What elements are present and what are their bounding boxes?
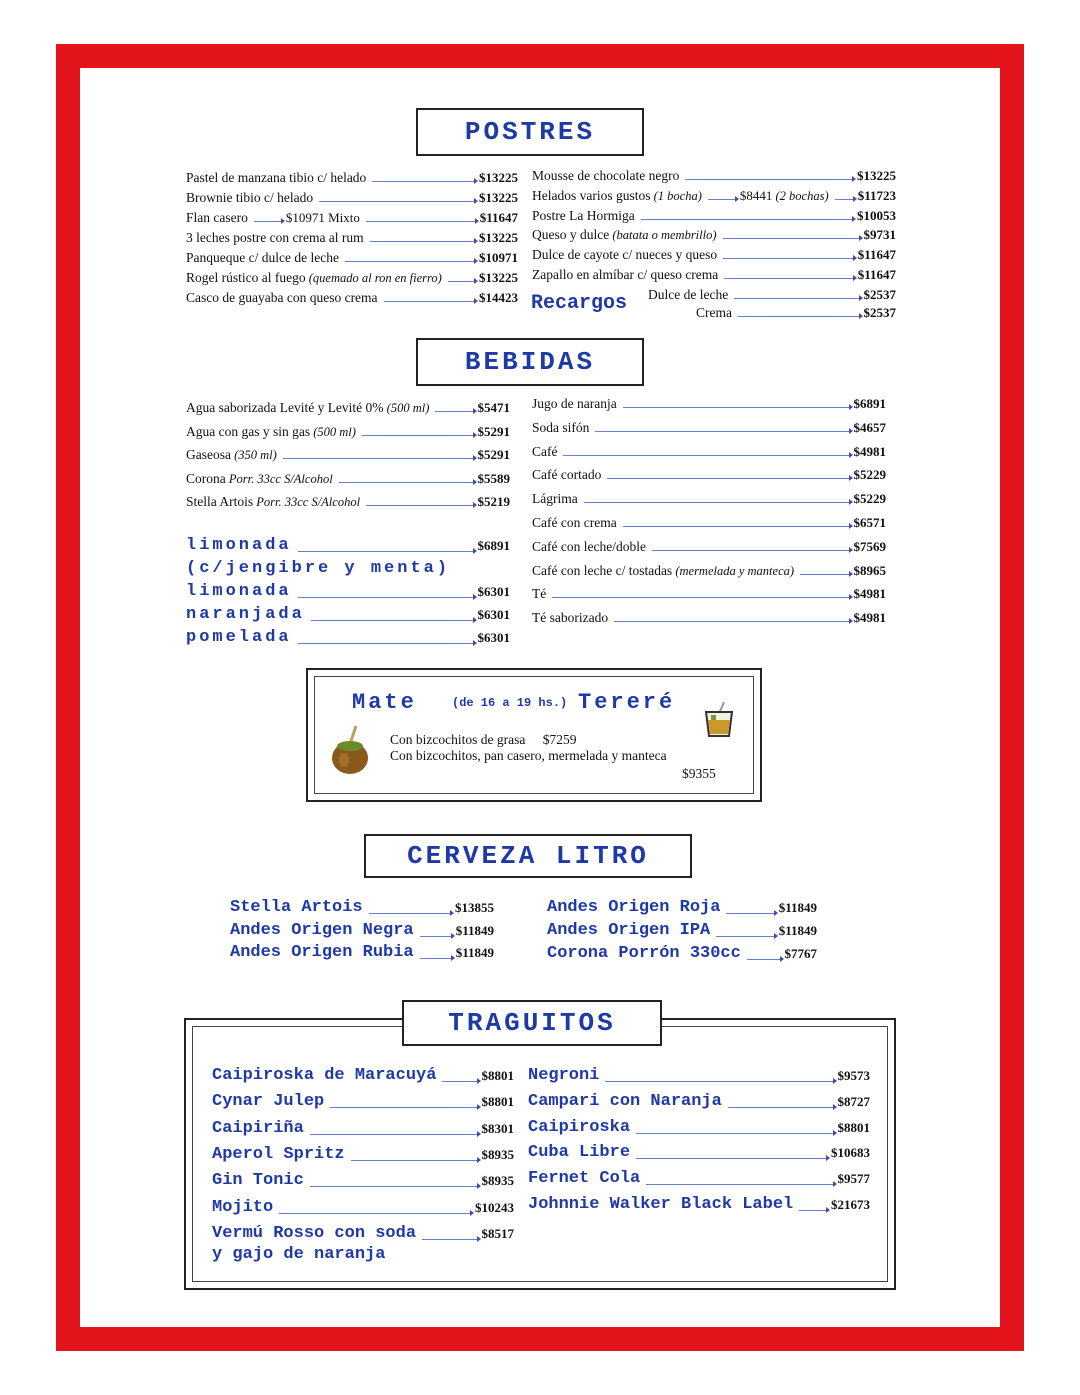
item-name: Corona Porr. 33cc S/Alcohol [186,470,333,486]
item-name: Dulce de cayote c/ nueces y queso [532,247,718,263]
limonada-item [186,559,510,579]
item-price: $8801 [481,1068,514,1083]
leader-line [372,181,475,182]
leader-line [623,526,850,527]
item-name: Fernet Cola [528,1169,641,1189]
item-name: Andes Origen Negra [230,920,414,940]
item-name: Aperol Spritz [212,1144,345,1164]
postres-item [186,190,518,206]
leader-line [726,913,774,914]
item-price: $6301 [477,630,510,645]
item-name: Cynar Julep [212,1092,325,1112]
item-name: Soda sifón [532,419,590,435]
item-price: $10243 [475,1199,514,1215]
item-price: $11849 [455,945,494,960]
leader-line [835,199,854,200]
leader-line [734,298,859,299]
item-price: $10683 [831,1145,870,1161]
item-name: Andes Origen Roja [547,898,721,917]
cerveza-item [230,943,494,963]
leader-line [723,238,860,239]
bebida-item [186,400,510,416]
item-price: $8727 [837,1093,870,1109]
recargos-label: Recargos [531,292,628,315]
leader-line [345,261,475,262]
item-price: $13225 [479,190,518,205]
cerveza-item [547,944,817,964]
cerveza-item [547,921,817,941]
bebidas-title-text: BEBIDAS [464,347,596,377]
leader-line [584,502,850,503]
leader-line [607,478,849,479]
item-name: 3 leches postre con crema al rum [186,230,364,245]
item-price: $8935 [481,1146,514,1162]
traguitos-title-text: TRAGUITOS [448,1008,616,1038]
item-name: Pastel de manzana tibio c/ helado [186,170,367,185]
item-name: Café con leche/doble [532,538,646,554]
item-name: Campari con Naranja [528,1091,722,1111]
limonada-item [186,536,510,556]
item-price: $11647 [857,267,896,282]
mate-gourd-icon [328,724,372,776]
item-price: $4657 [853,419,886,435]
postres-item [532,267,896,283]
bebida-item [532,396,886,412]
item-name: Queso y dulce (batata o membrillo) [532,227,717,243]
leader-line [723,258,854,259]
item-note: (2 bochas) [772,188,829,203]
terere-title: Tereré [578,690,676,715]
item-name: Agua con gas y sin gas (500 ml) [186,423,356,439]
leader-line [420,958,452,959]
leader-line [254,221,282,222]
item-name: Crema [696,305,732,320]
item-price: $4981 [853,443,886,459]
leader-line [800,574,849,575]
item-price: $13225 [479,270,518,285]
bebida-item [186,494,510,510]
item-price: $5291 [477,447,510,462]
leader-line [738,316,860,317]
leader-line [298,597,474,598]
bebida-item [532,491,886,507]
item-price: $7569 [853,538,886,554]
postres-title [416,108,644,156]
trago-item [528,1118,870,1138]
item-price: $11849 [455,922,494,938]
bebida-item [186,447,510,463]
trago-item [212,1198,514,1218]
item-name: Jugo de naranja [532,396,617,411]
leader-line [384,301,475,302]
item-price: $5219 [477,494,510,509]
item-price: $5291 [477,423,510,439]
item-price: $5229 [853,491,886,507]
mate-line1-price: $7259 [542,732,577,747]
item-name: limonada [186,582,292,601]
leader-line [563,455,849,456]
cerveza-item [547,898,817,918]
item-price: $6301 [477,607,510,622]
mate-line1 [390,732,576,748]
leader-line [595,431,849,432]
postres-item [532,247,896,263]
item-name: naranjada [186,605,305,624]
item-price: $4981 [853,586,886,602]
item-name: Panqueque c/ dulce de leche [186,250,339,265]
bebida-item [532,444,886,460]
trago-item [212,1092,514,1112]
terere-glass-icon [702,700,736,740]
postres-item [532,188,896,204]
leader-line [435,411,473,412]
leader-line [310,1134,478,1135]
postres-item [186,210,518,226]
postres-item [532,168,896,184]
item-note: (500 ml) [310,424,356,439]
bebida-item [532,563,886,579]
item-name: Zapallo en almíbar c/ queso crema [532,267,719,282]
item-name: Rogel rústico al fuego (quemado al ron en fierro) [186,270,442,285]
item-price: $8801 [481,1094,514,1110]
leader-line [646,1184,833,1185]
item-name: Negroni [528,1066,600,1085]
leader-line [422,1239,477,1240]
item-note: Porr. 33cc S/Alcohol [225,471,333,486]
item-name: Mousse de chocolate negro [532,168,680,183]
leader-line [311,620,474,621]
trago-item [528,1066,870,1086]
cerveza-title [364,834,692,878]
recargo-item [648,305,896,321]
recargo-item [648,287,896,303]
postres-title-text: POSTRES [464,117,596,147]
item-note: (mermelada y manteca) [672,563,795,578]
item-price: $5229 [853,467,886,483]
postres-item [186,270,518,286]
item-name: Stella Artois [230,898,363,917]
leader-line [369,913,451,914]
bebida-item [532,539,886,555]
trago-item [212,1066,514,1086]
item-name: Café con leche c/ tostadas (mermelada y manteca) [532,562,795,578]
leader-line [605,1081,833,1082]
item-name: Mojito [212,1197,274,1217]
item-name: Postre La Hormiga [532,207,635,223]
trago-item [528,1195,870,1215]
postres-item [532,227,896,243]
item-price: $8301 [481,1120,514,1136]
bebida-item [532,420,886,436]
leader-line [552,597,849,598]
item-price: $11647 [479,210,518,225]
bebida-item [186,471,510,487]
leader-line [614,621,849,622]
item-price: $9731 [863,227,896,243]
item-name: Vermú Rosso con soda [212,1223,417,1243]
item-price: $11849 [778,900,817,915]
item-name: Brownie tibio c/ helado [186,190,314,205]
item-note: Porr. 33cc S/Alcohol [253,495,361,509]
item-note: (350 ml) [230,448,277,462]
leader-line [298,643,474,644]
item-price: $9573 [837,1068,870,1083]
leader-line [298,551,474,552]
trago-item [212,1224,514,1244]
limonada-item [186,582,510,602]
item-name: Andes Origen IPA [547,921,711,940]
postres-item [186,290,518,306]
item-price: $5471 [477,400,510,415]
item-price: $14423 [479,290,518,305]
item-price: $4981 [853,610,886,626]
item-price: $6571 [853,515,886,530]
item-price: $8965 [853,562,886,578]
mate-line2-price: $9355 [682,766,716,781]
item-note: (quemado al ron en fierro) [305,271,442,285]
leader-line [716,936,774,937]
bebidas-title [416,338,644,386]
leader-line [442,1081,477,1082]
leader-line [283,458,474,459]
mate-title: Mate [352,690,417,715]
leader-line [747,959,781,960]
leader-line [279,1213,471,1214]
leader-line [370,241,475,242]
leader-line [799,1210,827,1211]
item-name: Gaseosa (350 ml) [186,447,277,462]
bebida-item [186,424,510,440]
leader-line [330,1107,477,1108]
item-name: Casco de guayaba con queso crema [186,290,378,305]
item-price: $5589 [477,470,510,486]
trago-item [528,1143,870,1163]
leader-line [724,278,853,279]
cerveza-title-text: CERVEZA LITRO [407,841,649,871]
mate-line1-text: Con bizcochitos de grasa [390,732,526,747]
item-name: Caipiroska de Maracuyá [212,1066,437,1085]
item-name: Stella Artois Porr. 33cc S/Alcohol [186,494,361,509]
item-price: $11647 [857,247,896,263]
leader-line [310,1186,478,1187]
item-price: $10971 [479,250,518,265]
item-price: $2537 [863,287,896,302]
bebida-item [532,586,886,602]
item-price: $13855 [455,900,494,915]
item-price: $9577 [837,1171,870,1187]
item-price: $10053 [857,207,896,223]
item-name: Café cortado [532,467,602,483]
item-price: $11849 [778,923,817,938]
traguitos-title [402,1000,662,1046]
item-price: $8935 [481,1173,514,1189]
item-mid-price: $8441 (2 bochas) [739,187,829,203]
item-name: Café con crema [532,515,617,530]
item-name: limonada [186,536,292,555]
item-name: Cuba Libre [528,1143,631,1163]
trago-item [528,1169,870,1189]
item-name: Corona Porrón 330cc [547,944,741,963]
item-name: Café [532,443,558,459]
leader-line [366,505,473,506]
item-note: (1 bocha) [650,188,702,203]
leader-line [636,1133,833,1134]
bebida-item [532,515,886,531]
item-name: Gin Tonic [212,1171,304,1191]
item-name: Caipiroska [528,1117,631,1137]
mate-line2: Con bizcochitos, pan casero, mermelada y manteca [390,748,667,763]
item-name: y gajo de naranja [212,1244,386,1264]
leader-line [728,1107,834,1108]
leader-line [339,482,474,483]
item-name: Johnnie Walker Black Label [528,1195,794,1214]
trago-item [528,1092,870,1112]
item-price: $6891 [853,396,886,411]
bebida-item [532,610,886,626]
leader-line [362,435,474,436]
item-name: Dulce de leche [648,287,729,302]
item-mid-price: $10971 Mixto [285,210,360,225]
item-price: $6301 [477,584,510,599]
trago-item [212,1119,514,1139]
limonada-item [186,628,510,648]
postres-item [186,170,518,186]
item-price: $7767 [784,946,817,961]
leader-line [366,221,476,222]
item-price: $13225 [479,230,518,245]
item-name: Caipiriña [212,1118,304,1138]
postres-item [186,250,518,266]
leader-line [448,281,475,282]
leader-line [420,936,452,937]
item-name: Lágrima [532,491,578,507]
cerveza-item [230,921,494,941]
leader-line [685,179,853,180]
leader-line [641,219,853,220]
cerveza-item [230,898,494,918]
leader-line [652,550,850,551]
postres-item [186,230,518,246]
leader-line [708,199,736,200]
item-note: (batata o membrillo) [609,228,717,243]
item-name: (c/jengibre y menta) [186,559,451,578]
item-price: $13225 [479,170,518,185]
item-price: $8801 [837,1119,870,1135]
leader-line [623,407,850,408]
item-price: $11723 [857,187,896,203]
item-name: pomelada [186,628,292,647]
item-price: $21673 [831,1197,870,1212]
mate-box [306,668,762,802]
item-name: Agua saborizada Levité y Levité 0% (500 ml) [186,400,430,415]
item-name: Helados varios gustos (1 bocha) [532,187,702,203]
item-note: (500 ml) [383,401,430,415]
leader-line [319,201,475,202]
item-name: Té [532,586,547,602]
item-price: $2537 [863,305,896,320]
trago-item [212,1245,514,1265]
item-name: Flan casero [186,210,248,225]
bebida-item [532,467,886,483]
item-name: Té saborizado [532,610,609,626]
limonada-item [186,605,510,625]
item-price: $8517 [481,1225,514,1241]
trago-item [212,1145,514,1165]
postres-item [532,208,896,224]
mate-hours: (de 16 a 19 hs.) [452,696,568,710]
item-price: $6891 [477,538,510,553]
leader-line [351,1160,478,1161]
leader-line [636,1158,827,1159]
item-name: Andes Origen Rubia [230,943,414,962]
trago-item [212,1171,514,1191]
item-price: $13225 [857,168,896,183]
